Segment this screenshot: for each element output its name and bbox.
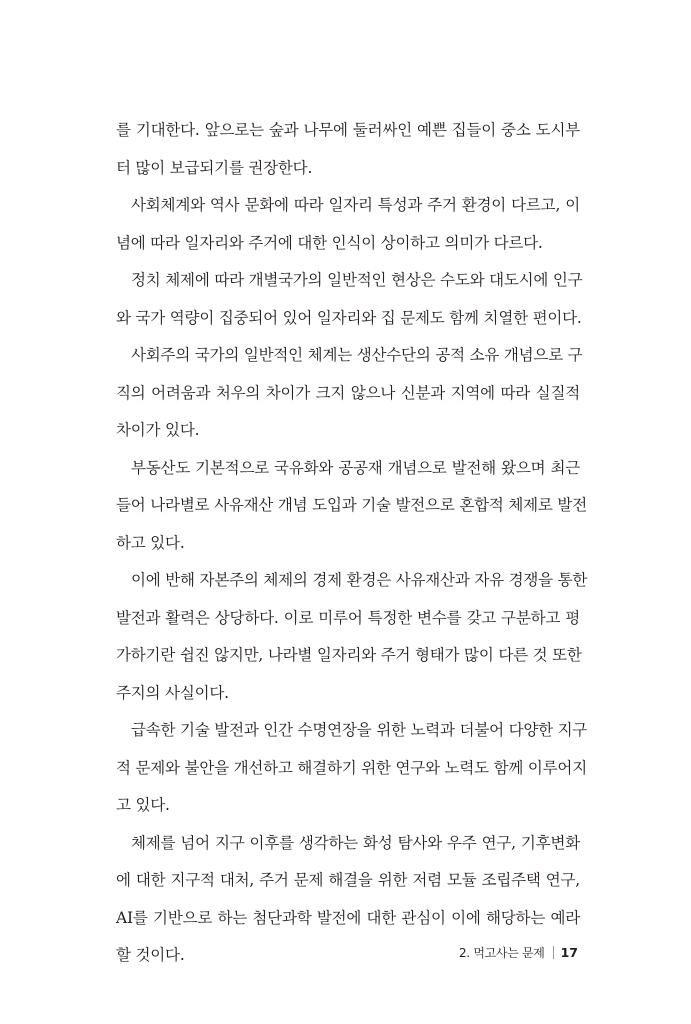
text-line: 급속한 기술 발전과 인간 수명연장을 위한 노력과 더불어 다양한 지구 — [131, 721, 588, 739]
text-line: 적 문제와 불안을 개선하고 해결하기 위한 연구와 노력도 함께 이루어지 — [116, 758, 587, 777]
text-line: 이에 반해 자본주의 체제의 경제 환경은 사유재산과 자유 경쟁을 통한 — [131, 571, 588, 589]
page-footer — [459, 944, 578, 961]
text-line: 고 있다. — [116, 796, 170, 814]
text-line: 와 국가 역량이 집중되어 있어 일자리와 집 문제도 함께 치열한 편이다. — [116, 308, 582, 327]
text-line: 터 많이 보급되기를 권장한다. — [116, 158, 313, 177]
text-line: 가하기란 쉽진 않지만, 나라별 일자리와 주거 형태가 많이 다른 것 또한 — [116, 646, 582, 664]
text-line: 체제를 넘어 지구 이후를 생각하는 화성 탐사와 우주 연구, 기후변화 — [131, 833, 580, 852]
text-line: 를 기대한다. 앞으로는 숲과 나무에 둘러싸인 예쁜 집들이 중소 도시부 — [116, 121, 580, 139]
text-line: 하고 있다. — [116, 533, 185, 552]
footer-divider — [553, 946, 554, 959]
chapter-title: 2. 먹고사는 문제 — [458, 946, 545, 960]
text-line: 사회체계와 역사 문화에 따라 일자리 특성과 주거 환경이 다르고, 이 — [131, 196, 580, 214]
text-line: AI를 기반으로 하는 첨단과학 발전에 대한 관심이 이에 해당하는 예라 — [116, 908, 580, 927]
text-line: 념에 따라 일자리와 주거에 대한 인식이 상이하고 의미가 다르다. — [116, 233, 543, 252]
text-line: 들어 나라별로 사유재산 개념 도입과 기술 발전으로 혼합적 체제로 발전 — [116, 496, 587, 514]
text-line: 할 것이다. — [116, 946, 185, 964]
text-line: 발전과 활력은 상당하다. 이로 미루어 특정한 변수를 갖고 구분하고 평 — [116, 608, 580, 627]
text-line: 직의 어려움과 처우의 차이가 크지 않으나 신분과 지역에 따라 실질적 — [116, 383, 580, 402]
text-line: 부동산도 기본적으로 국유화와 공공재 개념으로 발전해 왔으며 최근 — [131, 458, 580, 477]
text-line: 차이가 있다. — [116, 421, 200, 439]
text-line: 정치 체제에 따라 개별국가의 일반적인 현상은 수도와 대도시에 인구 — [131, 271, 583, 289]
text-line: 에 대한 지구적 대처, 주거 문제 해결을 위한 저렴 모듈 조립주택 연구, — [116, 871, 580, 889]
text-line: 주지의 사실이다. — [116, 683, 229, 702]
page-number: 17 — [560, 945, 578, 960]
body-text — [116, 112, 588, 975]
text-line: 사회주의 국가의 일반적인 체계는 생산수단의 공적 소유 개념으로 구 — [131, 346, 583, 364]
